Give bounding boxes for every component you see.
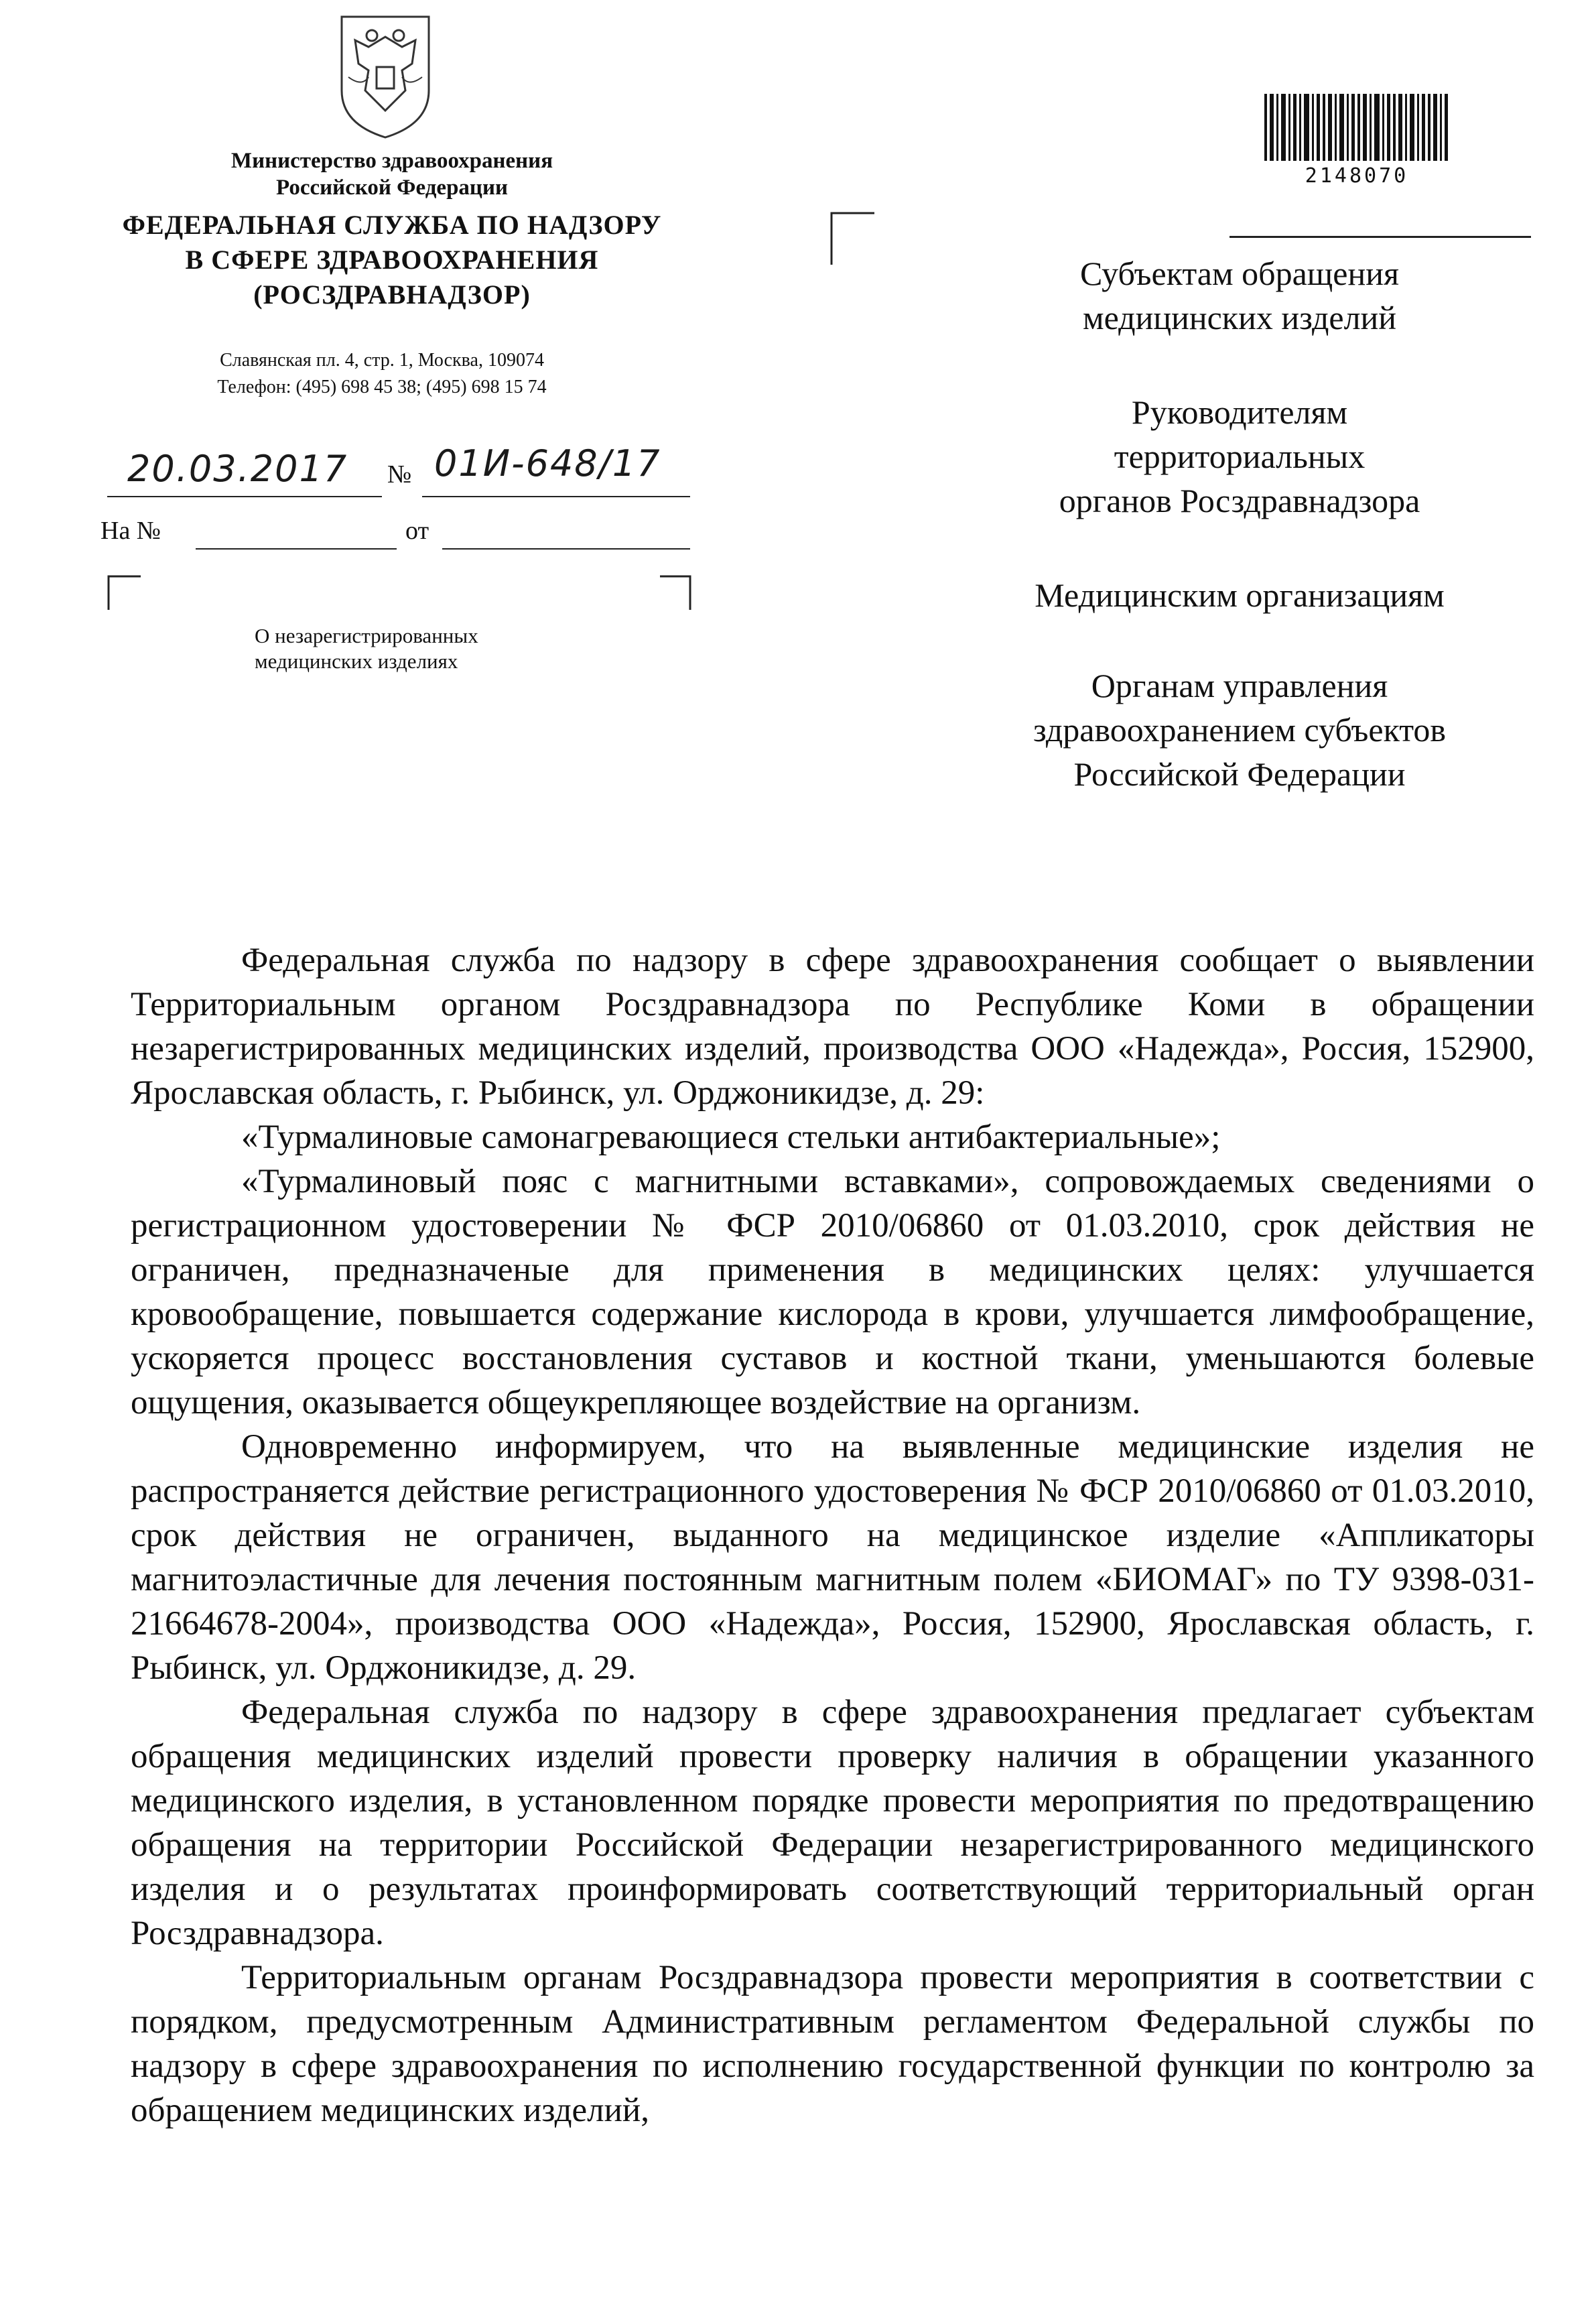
recipient-health-authorities — [938, 663, 1541, 796]
service-line: ФЕДЕРАЛЬНАЯ СЛУЖБА ПО НАДЗОРУ — [122, 210, 662, 240]
address-line: Славянская пл. 4, стр. 1, Москва, 109074 — [220, 350, 544, 371]
barcode — [1263, 94, 1451, 188]
date-underline — [107, 496, 382, 497]
subject-line: О незарегистрированных — [255, 624, 478, 647]
barcode-bars — [1263, 94, 1451, 161]
handwritten-number: 01И-648/17 — [434, 442, 661, 485]
recipient-line: Медицинским организациям — [1035, 576, 1445, 614]
recipient-medical-organizations — [938, 573, 1541, 617]
recipient-rule — [1229, 236, 1531, 238]
ministry-line: Российской Федерации — [276, 176, 508, 200]
subject-block — [255, 623, 478, 674]
recipient-line: Органам управления — [1091, 667, 1388, 704]
body-paragraph: Федеральная служба по надзору в сфере здравоохранения предлагает субъектам обращения медицинских изделий провести проверку наличия в обращении указанного медицинского изделия, в установленном порядке провести мероприятия по предотвращению обращения на территории Российской Федерации незарегистрированного медицинского изделия и о результатах проинформировать соответствующий территориальный орган Росздравнадзора. — [131, 1694, 1534, 1952]
recipient-line: территориальных — [1114, 438, 1366, 475]
body-paragraph: Территориальным органам Росздравнадзора провести мероприятия в соответствии с порядком, предусмотренным Административным регламентом Федеральной службы по надзору в сфере здравоохранения по исполнению государственной функции по контролю за обращением медицинских изделий, — [131, 1959, 1534, 2129]
handwritten-date: 20.03.2017 — [127, 448, 348, 490]
ot-label: от — [405, 517, 429, 545]
letter-body — [131, 938, 1534, 2132]
ministry-header — [141, 147, 643, 201]
service-line: В СФЕРЕ ЗДРАВООХРАНЕНИЯ — [185, 245, 599, 275]
recipient-line: Руководителям — [1131, 393, 1348, 431]
na-label: На № — [101, 517, 161, 545]
subject-line: медицинских изделиях — [255, 649, 458, 673]
recipient-line: органов Росздравнадзора — [1059, 482, 1420, 519]
number-sign: № — [387, 460, 412, 489]
recipient-line: здравоохранением субъектов — [1033, 711, 1447, 749]
na-underline — [196, 548, 397, 550]
number-underline — [422, 496, 690, 497]
recipient-bracket — [827, 208, 881, 268]
body-paragraph: Федеральная служба по надзору в сфере здравоохранения сообщает о выявлении Территориальным органом Росздравнадзора по Республике Коми в обращении незарегистрированных медицинских изделий, производства ООО «Надежда», Россия, 152900, Ярославская область, г. Рыбинск, ул. Орджоникидзе, д. 29: — [131, 942, 1534, 1112]
phone-line: Телефон: (495) 698 45 38; (495) 698 15 74 — [217, 377, 547, 397]
coat-of-arms-emblem — [328, 10, 442, 144]
body-paragraph: «Турмалиновые самонагревающиеся стельки антибактериальные»; — [241, 1119, 1221, 1156]
ot-underline — [442, 548, 690, 550]
recipient-line: Субъектам обращения — [1080, 255, 1399, 292]
address-block — [107, 347, 657, 401]
recipient-line: Российской Федерации — [1073, 755, 1406, 793]
service-line: (РОСЗДРАВНАДЗОР) — [253, 279, 531, 310]
body-paragraph: «Турмалиновый пояс с магнитными вставками», сопровождаемых сведениями о регистрационном удостоверении № ФСР 2010/06860 от 01.03.2010, срок действия не ограничен, предназначеные для применения в медицинских целях: улучшается кровообращение, повышается содержание кислорода в крови, улучшается лимфообращение, ускоряется процесс восстановления суставов и костной ткани, уменьшаются болевые ощущения, оказывается общеукрепляющее воздействие на организм. — [131, 1163, 1534, 1421]
ministry-line: Министерство здравоохранения — [230, 149, 553, 173]
service-header — [74, 208, 710, 312]
recipient-line: медицинских изделий — [1082, 299, 1397, 336]
recipient-subjects — [938, 251, 1541, 340]
barcode-number: 2148070 — [1305, 164, 1409, 188]
body-paragraph: Одновременно информируем, что на выявленные медицинские изделия не распространяется действие регистрационного удостоверения № ФСР 2010/06860 от 01.03.2010, срок действия не ограничен, выданного на медицинское изделие «Аппликаторы магнитоэластичные для лечения постоянным магнитным полем «БИОМАГ» по ТУ 9398-031-21664678-2004», производства ООО «Надежда», Россия, 152900, Ярославская область, г. Рыбинск, ул. Орджоникидзе, д. 29. — [131, 1428, 1534, 1687]
recipient-territorial-heads — [938, 390, 1541, 523]
subject-brackets — [101, 570, 704, 617]
